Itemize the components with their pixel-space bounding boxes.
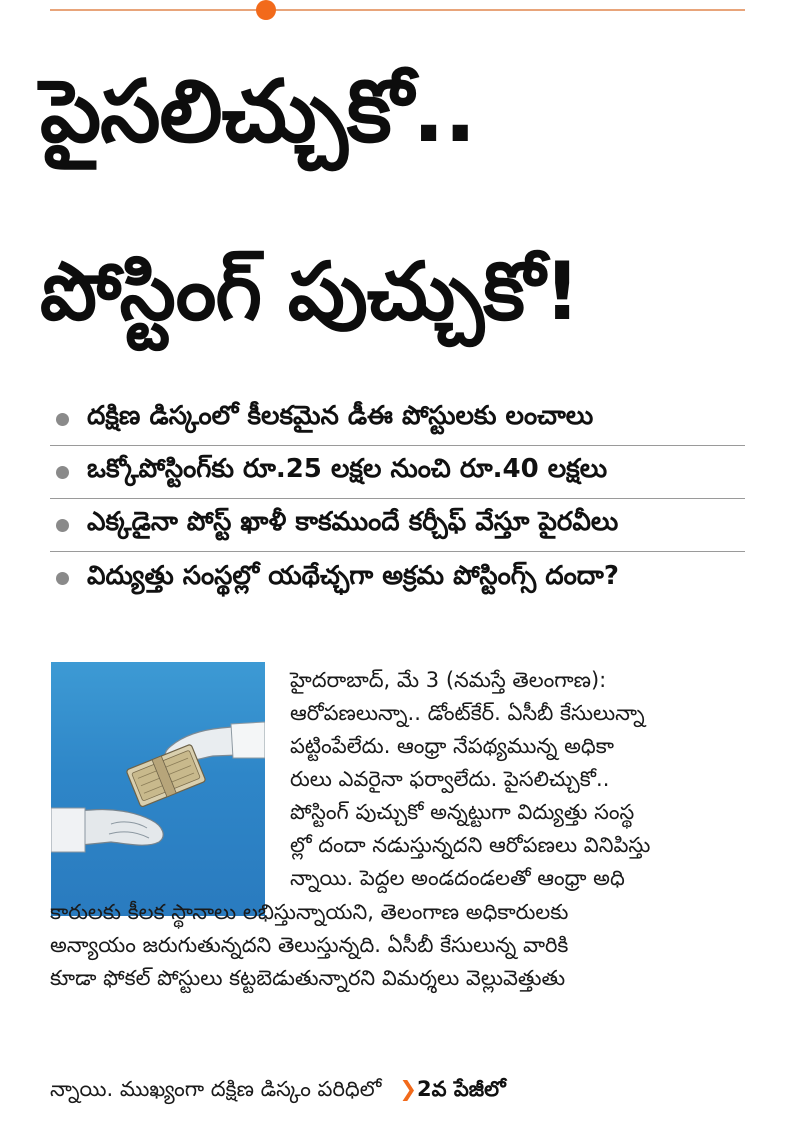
bullet-text: ఎక్కడైనా పోస్ట్ ఖాళీ కాకముందే కర్చీఫ్ వేస్తూ పైరవీలు	[87, 507, 619, 537]
bullet-dot-icon	[56, 413, 69, 426]
bullet-item	[50, 552, 745, 605]
article-line: ఆరోపణలున్నా.. డోంట్‌కేర్. ఏసీబీ కేసులున్నా	[290, 701, 645, 725]
headline-line-2: పోస్టింగ్ పుచ్చుకో!	[40, 245, 580, 338]
article-line: న్నాయి. పెద్దల అండదండలతో ఆంధ్రా అధి	[290, 866, 625, 890]
bullet-text: దక్షిణ డిస్కంలో కీలకమైన డీఈ పోస్టులకు లంచాలు	[87, 401, 594, 431]
bullet-text: ఒక్కోపోస్టింగ్‌కు రూ.25 లక్షల నుంచి రూ.40 లక్షలు	[87, 454, 608, 484]
top-rule	[50, 9, 745, 11]
continued-chevron-icon: ❯	[399, 1077, 417, 1101]
bullet-dot-icon	[56, 466, 69, 479]
headline-line-1: పైసలిచ్చుకో..	[40, 62, 476, 162]
article-line: కారులకు కీలక స్థానాలు లభిస్తున్నాయని, తెలంగాణ అధికారులకు	[50, 900, 569, 924]
article-line: పోస్టింగ్ పుచ్చుకో అన్నట్టుగా విద్యుత్తు సంస్థ	[290, 800, 635, 824]
bullet-text: విద్యుత్తు సంస్థల్లో యథేచ్ఛగా అక్రమ పోస్టింగ్స్ దందా?	[87, 560, 619, 591]
article-line: పట్టింపేలేదు. ఆంధ్రా నేపథ్యమున్న అధికా	[290, 734, 614, 758]
article-last-line	[50, 1074, 745, 1104]
bullet-item	[50, 499, 745, 552]
bribe-handover-photo	[51, 662, 265, 916]
article-line: రులు ఎవరైనా ఫర్వాలేదు. పైసలిచ్చుకో..	[290, 767, 610, 791]
top-accent-dot	[256, 0, 276, 20]
hands-money-illustration	[51, 662, 265, 916]
bullet-item	[50, 446, 745, 499]
bullet-list	[50, 393, 745, 605]
article-line: అన్యాయం జరుగుతున్నదని తెలుస్తున్నది. ఏసీబీ కేసులున్న వారికి	[50, 933, 569, 957]
bullet-dot-icon	[56, 572, 69, 585]
bullet-item	[50, 393, 745, 446]
continued-on-page-link[interactable]: 2వ పేజీలో	[416, 1077, 506, 1101]
article-line: కూడా ఫోకల్ పోస్టులు కట్టబెడుతున్నారని విమర్శలు వెల్లువెత్తుతు	[50, 966, 566, 990]
article-line: ల్లో దందా నడుస్తున్నదని ఆరోపణలు వినిపిస్తు	[290, 833, 651, 857]
bullet-dot-icon	[56, 519, 69, 532]
article-line: న్నాయి. ముఖ్యంగా దక్షిణ డిస్కం పరిధిలో	[50, 1077, 382, 1101]
article-line: హైదరాబాద్, మే 3 (నమస్తే తెలంగాణ):	[290, 668, 607, 692]
